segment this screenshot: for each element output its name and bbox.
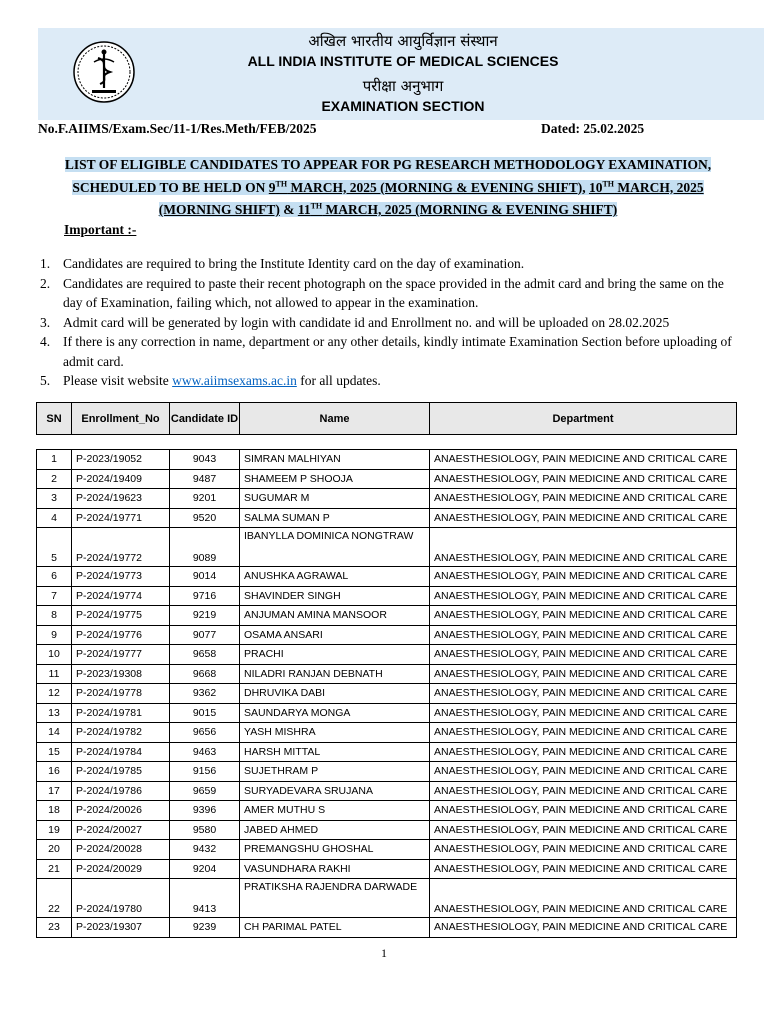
enrollment-cell: P-2024/19772 xyxy=(72,528,170,567)
table-row xyxy=(37,918,737,938)
enrollment-cell: P-2023/19307 xyxy=(72,918,170,938)
enrollment-cell: P-2024/19774 xyxy=(72,586,170,606)
department-cell: ANAESTHESIOLOGY, PAIN MEDICINE AND CRITICAL CARE xyxy=(430,879,737,918)
enrollment-cell: P-2024/20026 xyxy=(72,801,170,821)
department-cell: ANAESTHESIOLOGY, PAIN MEDICINE AND CRITICAL CARE xyxy=(430,801,737,821)
sn-cell: 3 xyxy=(37,489,72,509)
candidate-id-cell: 9432 xyxy=(170,840,240,860)
candidate-id-cell: 9077 xyxy=(170,625,240,645)
table-row xyxy=(37,742,737,762)
name-cell: VASUNDHARA RAKHI xyxy=(240,859,430,879)
name-cell: OSAMA ANSARI xyxy=(240,625,430,645)
table-row xyxy=(37,801,737,821)
enrollment-cell: P-2024/20027 xyxy=(72,820,170,840)
name-cell: SUGUMAR M xyxy=(240,489,430,509)
candidate-id-cell: 9668 xyxy=(170,664,240,684)
table-row xyxy=(37,469,737,489)
table-header xyxy=(36,402,737,435)
department-cell: ANAESTHESIOLOGY, PAIN MEDICINE AND CRITICAL CARE xyxy=(430,528,737,567)
department-cell: ANAESTHESIOLOGY, PAIN MEDICINE AND CRITICAL CARE xyxy=(430,859,737,879)
sn-cell: 9 xyxy=(37,625,72,645)
department-cell: ANAESTHESIOLOGY, PAIN MEDICINE AND CRITICAL CARE xyxy=(430,781,737,801)
instructions-list xyxy=(38,254,738,391)
enrollment-cell: P-2024/19777 xyxy=(72,645,170,665)
document-title: LIST OF ELIGIBLE CANDIDATES TO APPEAR FOR PG RESEARCH METHODOLOGY EXAMINATION, SCHEDULED TO BE HELD ON 9TH MARCH, 2025 (MORNING & EVENING SHIFT), 10TH MARCH, 2025 (MORNING SHIFT) & 11TH MARCH, 2025 (MORNING & EVENING SHIFT) xyxy=(64,157,712,217)
name-cell: PRATIKSHA RAJENDRA DARWADE xyxy=(240,879,430,918)
candidate-id-cell: 9089 xyxy=(170,528,240,567)
candidate-id-cell: 9014 xyxy=(170,567,240,587)
enrollment-cell: P-2024/19786 xyxy=(72,781,170,801)
date-3: 11TH MARCH, 2025 (MORNING & EVENING SHIFT) xyxy=(297,201,618,217)
enrollment-cell: P-2024/19773 xyxy=(72,567,170,587)
table-row xyxy=(37,723,737,743)
table-row xyxy=(37,781,737,801)
department-cell: ANAESTHESIOLOGY, PAIN MEDICINE AND CRITICAL CARE xyxy=(430,684,737,704)
table-row xyxy=(37,567,737,587)
list-item: 1. Candidates are required to bring the Institute Identity card on the day of examination. xyxy=(40,256,525,271)
name-cell: SHAMEEM P SHOOJA xyxy=(240,469,430,489)
department-cell: ANAESTHESIOLOGY, PAIN MEDICINE AND CRITICAL CARE xyxy=(430,723,737,743)
table-row xyxy=(37,703,737,723)
department-cell: ANAESTHESIOLOGY, PAIN MEDICINE AND CRITICAL CARE xyxy=(430,586,737,606)
department-cell: ANAESTHESIOLOGY, PAIN MEDICINE AND CRITICAL CARE xyxy=(430,703,737,723)
enrollment-cell: P-2023/19308 xyxy=(72,664,170,684)
enrollment-cell: P-2024/19781 xyxy=(72,703,170,723)
department-cell: ANAESTHESIOLOGY, PAIN MEDICINE AND CRITICAL CARE xyxy=(430,606,737,626)
enrollment-cell: P-2024/19780 xyxy=(72,879,170,918)
sn-cell: 5 xyxy=(37,528,72,567)
enrollment-cell: P-2024/19775 xyxy=(72,606,170,626)
institute-name: ALL INDIA INSTITUTE OF MEDICAL SCIENCES xyxy=(247,53,559,69)
name-cell: ANJUMAN AMINA MANSOOR xyxy=(240,606,430,626)
department-cell: ANAESTHESIOLOGY, PAIN MEDICINE AND CRITICAL CARE xyxy=(430,664,737,684)
department-cell: ANAESTHESIOLOGY, PAIN MEDICINE AND CRITICAL CARE xyxy=(430,508,737,528)
candidate-id-cell: 9201 xyxy=(170,489,240,509)
candidate-id-cell: 9656 xyxy=(170,723,240,743)
department-cell: ANAESTHESIOLOGY, PAIN MEDICINE AND CRITICAL CARE xyxy=(430,567,737,587)
sn-cell: 22 xyxy=(37,879,72,918)
list-item: 5. Please visit website www.aiimsexams.ac.in for all updates. xyxy=(40,373,381,388)
sn-cell: 6 xyxy=(37,567,72,587)
name-cell: PRACHI xyxy=(240,645,430,665)
candidate-id-cell: 9015 xyxy=(170,703,240,723)
sn-cell: 1 xyxy=(37,450,72,470)
department-cell: ANAESTHESIOLOGY, PAIN MEDICINE AND CRITICAL CARE xyxy=(430,742,737,762)
list-item: 4. If there is any correction in name, department or any other details, kindly intimate Examination Section before uploading of admit card. xyxy=(40,334,732,369)
date-1: 9TH MARCH, 2025 (MORNING & EVENING SHIFT) xyxy=(268,179,583,195)
name-cell: CH PARIMAL PATEL xyxy=(240,918,430,938)
sn-cell: 12 xyxy=(37,684,72,704)
aiims-emblem-icon xyxy=(72,40,136,104)
candidate-id-cell: 9716 xyxy=(170,586,240,606)
important-heading: Important :- xyxy=(64,222,137,237)
sn-cell: 23 xyxy=(37,918,72,938)
sn-cell: 15 xyxy=(37,742,72,762)
name-cell: HARSH MITTAL xyxy=(240,742,430,762)
table-row xyxy=(37,645,737,665)
table-row xyxy=(37,528,737,567)
reference-number: No.F.AIIMS/Exam.Sec/11-1/Res.Meth/FEB/2025 xyxy=(38,121,317,136)
letterhead xyxy=(38,28,764,120)
department-cell: ANAESTHESIOLOGY, PAIN MEDICINE AND CRITICAL CARE xyxy=(430,469,737,489)
dated: Dated: 25.02.2025 xyxy=(541,121,645,136)
table-row xyxy=(37,762,737,782)
candidate-id-cell: 9156 xyxy=(170,762,240,782)
enrollment-cell: P-2024/19771 xyxy=(72,508,170,528)
name-cell: YASH MISHRA xyxy=(240,723,430,743)
table-row xyxy=(37,508,737,528)
name-cell: ANUSHKA AGRAWAL xyxy=(240,567,430,587)
name-cell: SAUNDARYA MONGA xyxy=(240,703,430,723)
sn-cell: 20 xyxy=(37,840,72,860)
table-row xyxy=(37,625,737,645)
enrollment-cell: P-2024/19776 xyxy=(72,625,170,645)
candidate-id-cell: 9204 xyxy=(170,859,240,879)
table-row xyxy=(37,820,737,840)
name-cell: NILADRI RANJAN DEBNATH xyxy=(240,664,430,684)
candidates-table xyxy=(36,449,737,938)
department-cell: ANAESTHESIOLOGY, PAIN MEDICINE AND CRITICAL CARE xyxy=(430,762,737,782)
name-cell: PREMANGSHU GHOSHAL xyxy=(240,840,430,860)
institute-name-hindi: अखिल भारतीय आयुर्विज्ञान संस्थान xyxy=(308,32,498,50)
department-cell: ANAESTHESIOLOGY, PAIN MEDICINE AND CRITICAL CARE xyxy=(430,489,737,509)
enrollment-cell: P-2024/20028 xyxy=(72,840,170,860)
name-cell: IBANYLLA DOMINICA NONGTRAW xyxy=(240,528,430,567)
enrollment-cell: P-2024/19409 xyxy=(72,469,170,489)
department-cell: ANAESTHESIOLOGY, PAIN MEDICINE AND CRITICAL CARE xyxy=(430,625,737,645)
table-row xyxy=(37,450,737,470)
enrollment-cell: P-2024/19623 xyxy=(72,489,170,509)
date-2: 10TH MARCH, 2025 xyxy=(588,179,704,195)
sn-cell: 16 xyxy=(37,762,72,782)
col-department: Department xyxy=(430,403,737,435)
sn-cell: 4 xyxy=(37,508,72,528)
department-cell: ANAESTHESIOLOGY, PAIN MEDICINE AND CRITICAL CARE xyxy=(430,840,737,860)
candidate-id-cell: 9396 xyxy=(170,801,240,821)
candidate-id-cell: 9362 xyxy=(170,684,240,704)
sn-cell: 11 xyxy=(37,664,72,684)
sn-cell: 13 xyxy=(37,703,72,723)
section-name: EXAMINATION SECTION xyxy=(321,98,485,114)
department-cell: ANAESTHESIOLOGY, PAIN MEDICINE AND CRITICAL CARE xyxy=(430,450,737,470)
sn-cell: 19 xyxy=(37,820,72,840)
name-cell: SALMA SUMAN P xyxy=(240,508,430,528)
col-name: Name xyxy=(240,403,430,435)
reference-line xyxy=(38,121,738,137)
list-item: 3. Admit card will be generated by login with candidate id and Enrollment no. and will be uploaded on 28.02.2025 xyxy=(40,314,670,330)
name-cell: SHAVINDER SINGH xyxy=(240,586,430,606)
sn-cell: 21 xyxy=(37,859,72,879)
table-row xyxy=(37,840,737,860)
enrollment-cell: P-2024/20029 xyxy=(72,859,170,879)
sn-cell: 7 xyxy=(37,586,72,606)
website-link[interactable]: www.aiimsexams.ac.in xyxy=(172,373,297,388)
table-row xyxy=(37,859,737,879)
department-cell: ANAESTHESIOLOGY, PAIN MEDICINE AND CRITICAL CARE xyxy=(430,918,737,938)
col-enrollment: Enrollment_No xyxy=(72,403,170,435)
candidate-id-cell: 9659 xyxy=(170,781,240,801)
sn-cell: 18 xyxy=(37,801,72,821)
candidate-id-cell: 9463 xyxy=(170,742,240,762)
title-line-1: LIST OF ELIGIBLE CANDIDATES TO APPEAR FOR PG RESEARCH METHODOLOGY EXAMINATION, xyxy=(64,157,712,172)
col-candidate-id: Candidate ID xyxy=(170,403,240,435)
enrollment-cell: P-2024/19784 xyxy=(72,742,170,762)
table-row xyxy=(37,586,737,606)
sn-cell: 17 xyxy=(37,781,72,801)
sn-cell: 14 xyxy=(37,723,72,743)
candidate-id-cell: 9239 xyxy=(170,918,240,938)
table-row xyxy=(37,489,737,509)
sn-cell: 10 xyxy=(37,645,72,665)
enrollment-cell: P-2024/19782 xyxy=(72,723,170,743)
table-row xyxy=(37,879,737,918)
enrollment-cell: P-2024/19778 xyxy=(72,684,170,704)
table-row xyxy=(37,664,737,684)
page-number: 1 xyxy=(381,946,387,960)
enrollment-cell: P-2023/19052 xyxy=(72,450,170,470)
candidate-id-cell: 9043 xyxy=(170,450,240,470)
department-cell: ANAESTHESIOLOGY, PAIN MEDICINE AND CRITICAL CARE xyxy=(430,645,737,665)
department-cell: ANAESTHESIOLOGY, PAIN MEDICINE AND CRITICAL CARE xyxy=(430,820,737,840)
section-name-hindi: परीक्षा अनुभाग xyxy=(362,77,444,95)
enrollment-cell: P-2024/19785 xyxy=(72,762,170,782)
col-sn: SN xyxy=(37,403,72,435)
candidate-id-cell: 9580 xyxy=(170,820,240,840)
sn-cell: 8 xyxy=(37,606,72,626)
candidate-id-cell: 9520 xyxy=(170,508,240,528)
list-item: 2. Candidates are required to paste their recent photograph on the space provided in the admit card and bring the same on the day of Examination, failing which, not allowed to appear in the examination. xyxy=(40,275,724,310)
shift-2: (MORNING SHIFT) xyxy=(158,202,280,217)
name-cell: DHRUVIKA DABI xyxy=(240,684,430,704)
name-cell: SUJETHRAM P xyxy=(240,762,430,782)
name-cell: SURYADEVARA SRUJANA xyxy=(240,781,430,801)
name-cell: JABED AHMED xyxy=(240,820,430,840)
name-cell: SIMRAN MALHIYAN xyxy=(240,450,430,470)
candidate-id-cell: 9219 xyxy=(170,606,240,626)
candidate-id-cell: 9487 xyxy=(170,469,240,489)
candidate-id-cell: 9413 xyxy=(170,879,240,918)
sn-cell: 2 xyxy=(37,469,72,489)
table-row xyxy=(37,684,737,704)
candidate-id-cell: 9658 xyxy=(170,645,240,665)
name-cell: AMER MUTHU S xyxy=(240,801,430,821)
table-row xyxy=(37,606,737,626)
